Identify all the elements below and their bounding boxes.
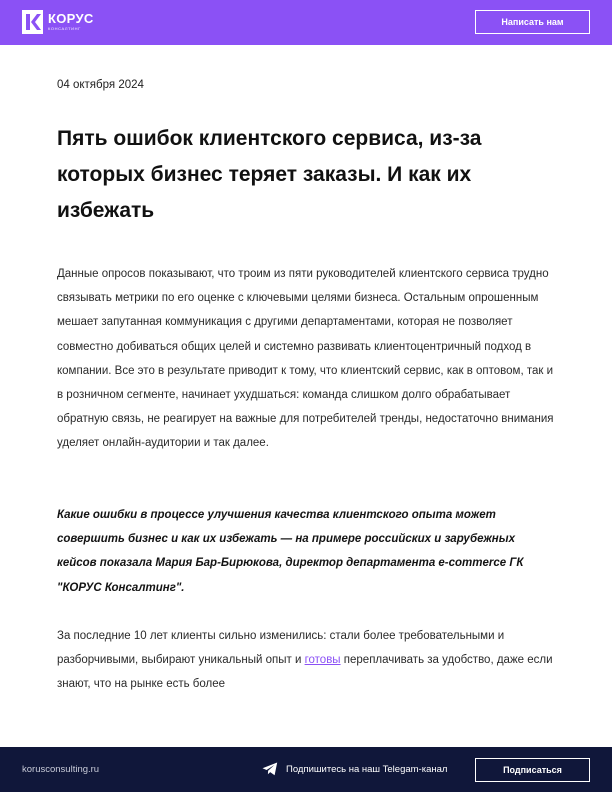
article-paragraph-3	[57, 624, 557, 697]
top-header	[0, 0, 612, 45]
korus-logo-icon	[22, 10, 43, 34]
article-paragraph-1: Данные опросов показывают, что троим из пяти руководителей клиентского сервиса трудно связывать метрики по его оценке с ключевыми целями бизнеса. Остальным опрошенным мешает запутанная коммуникация с другими департаментами, которая не позволяет совместно добиваться общих целей и системно развивать клиентоцентричный подход в компании. Все это в результате приводит к тому, что клиентский сервис, как в оптовом, так и в розничном сегменте, начинает ухудшаться: команда слишком долго обрабатывает обратную связь, не реагирует на важные для потребителей тренды, недостаточно внимания уделяет онлайн-аудитории и так далее.	[57, 268, 554, 450]
bottom-footer	[0, 747, 612, 792]
write-us-button[interactable]: Написать нам	[475, 10, 590, 34]
logo-subtitle: КОНСАЛТИНГ	[48, 26, 81, 31]
telegram-icon[interactable]	[262, 762, 278, 776]
subscribe-button[interactable]: Подписаться	[475, 758, 590, 782]
paragraph-3-end: переплачивать за удобство, даже если знают, что на рынке есть более	[57, 654, 553, 691]
article-date: 04 октября 2024	[57, 79, 144, 91]
paragraph-3-start: За последние 10 лет клиенты сильно изменились: стали более требовательными и разборчивыми, выбирают уникальный опыт и	[57, 630, 505, 667]
article-title: Пять ошибок клиентского сервиса, из-за которых бизнес теряет заказы. И как их избежать	[57, 127, 482, 222]
ready-link[interactable]: готовы	[304, 654, 341, 667]
article-lead-quote: Какие ошибки в процессе улучшения качества клиентского опыта может совершить бизнес и как их избежать — на примере российских и зарубежных кейсов показала Мария Бар-Бирюкова, директор департамента e-commerce ГК "КОРУС Консалтинг".	[57, 509, 524, 594]
korus-logo[interactable]	[22, 10, 94, 34]
site-link[interactable]: korusconsulting.ru	[22, 764, 100, 775]
logo-name: КОРУС	[48, 11, 94, 26]
telegram-subscribe-text[interactable]: Подпишитесь на наш Telegam-канал	[286, 764, 448, 775]
